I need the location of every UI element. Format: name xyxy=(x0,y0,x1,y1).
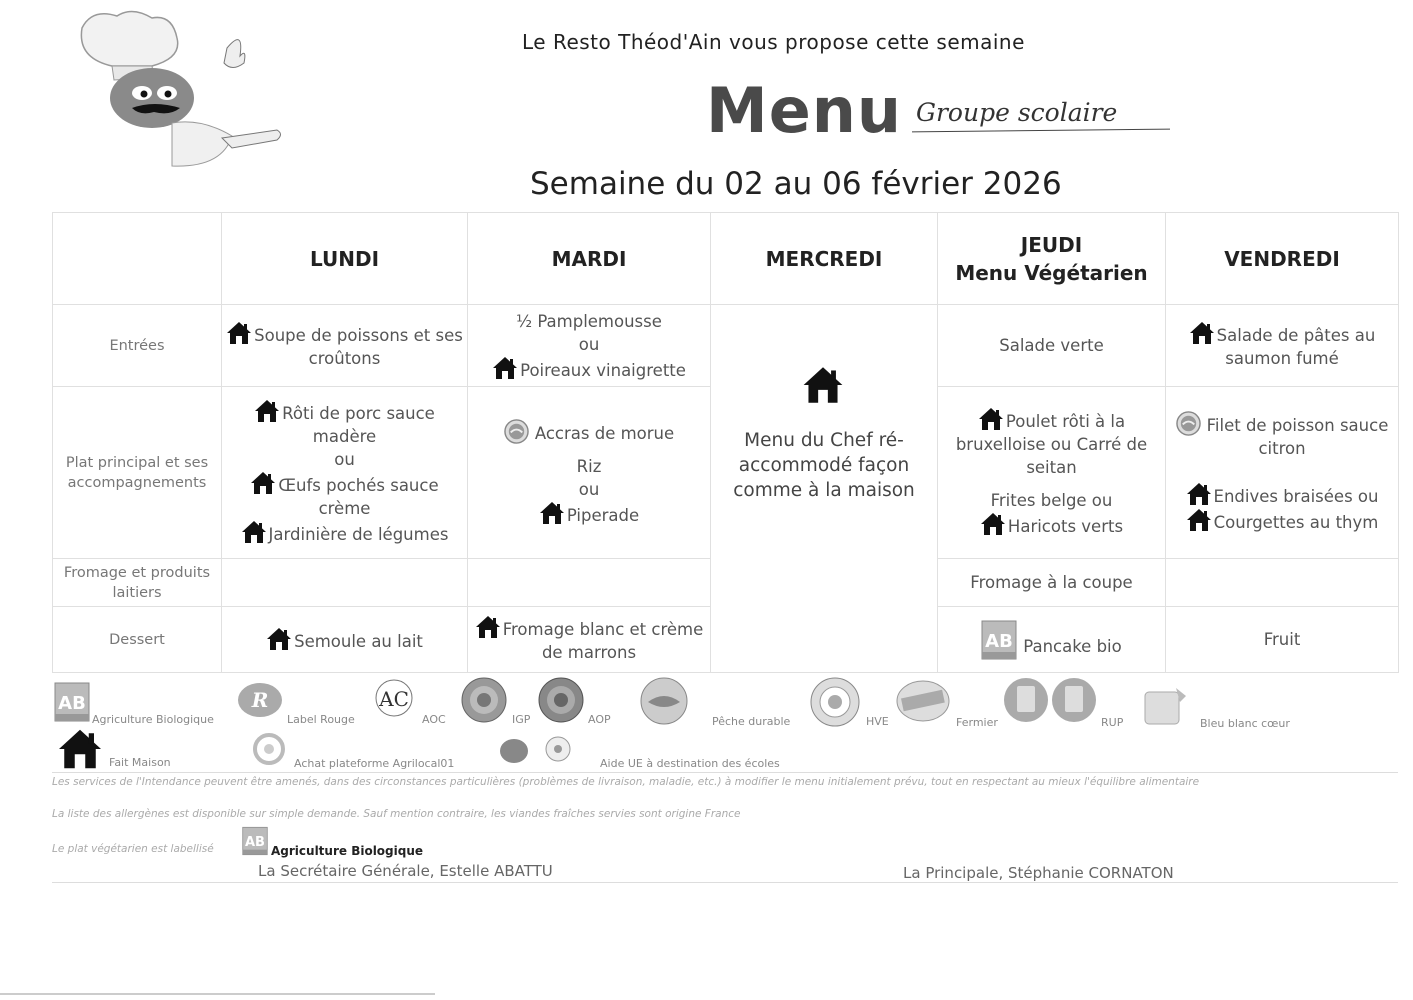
legend-agrilocal: Achat plateforme Agrilocal01 xyxy=(294,757,455,770)
row-label-fromage: Fromage et produits laitiers xyxy=(53,559,222,607)
ab-logo xyxy=(981,620,1017,660)
fait-maison-icon xyxy=(1186,482,1212,506)
signature-secretaire: La Secrétaire Générale, Estelle ABATTU xyxy=(258,862,553,880)
divider xyxy=(52,882,1398,883)
hve-icon xyxy=(808,676,862,728)
fait-maison-icon xyxy=(492,356,518,380)
row-label-entrees: Entrées xyxy=(53,305,222,387)
fait-maison-icon xyxy=(1186,508,1212,532)
or-text: ou xyxy=(578,479,600,499)
dish-text: Accras de morue xyxy=(534,423,675,443)
note-bio-label: Agriculture Biologique xyxy=(271,844,424,858)
cell-lundi-dessert xyxy=(222,607,468,673)
legend-hve: HVE xyxy=(866,715,889,728)
cell-vendredi-dessert: Fruit xyxy=(1166,607,1399,673)
legend-aop: AOP xyxy=(588,713,611,726)
dish-text: Salade de pâtes au saumon fumé xyxy=(1216,326,1376,368)
dish-text: Haricots verts xyxy=(1007,517,1124,536)
note-vegetarien: Le plat végétarien est labellisé xyxy=(52,843,214,855)
fermier-icon xyxy=(894,678,952,724)
peche-durable-icon xyxy=(1176,411,1201,436)
note-intendance: Les services de l'Intendance peuvent être amenés, dans des circonstances particulières (problèmes de livraison, maladie, etc.) à modifier le menu initialement prévu, tout en respectant au mieux l'équilibre alimentaire xyxy=(52,776,1200,788)
fait-maison-icon xyxy=(978,407,1004,431)
fait-maison-icon xyxy=(802,365,844,405)
handwritten-note: Groupe scolaire xyxy=(916,98,1118,127)
table-header-row xyxy=(53,213,1399,305)
cell-vendredi-fromage xyxy=(1166,559,1399,607)
ab-logo xyxy=(54,682,90,722)
legend-fait-maison: Fait Maison xyxy=(109,756,171,769)
cell-lundi-entree xyxy=(222,305,468,387)
label-rouge-icon xyxy=(236,680,284,720)
cell-jeudi-entree: Salade verte xyxy=(938,305,1166,387)
cell-mardi-fromage xyxy=(468,559,711,607)
bleu-blanc-coeur-icon xyxy=(1142,684,1190,728)
cell-vendredi-plat xyxy=(1166,387,1399,559)
igp-icon xyxy=(460,676,508,724)
fait-maison-icon xyxy=(254,399,280,423)
week-subtitle: Semaine du 02 au 06 février 2026 xyxy=(530,166,1062,202)
peche-durable-logo xyxy=(638,676,690,726)
aide-ue-icon xyxy=(496,733,586,767)
dish-text: Œufs pochés sauce crème xyxy=(278,476,439,518)
day-header-lundi: LUNDI xyxy=(222,213,468,305)
ab-logo xyxy=(242,826,268,856)
agrilocal-icon xyxy=(252,732,286,766)
dish-text: Filet de poisson sauce citron xyxy=(1206,416,1389,458)
divider xyxy=(52,772,1398,773)
cell-lundi-fromage xyxy=(222,559,468,607)
corner-cell xyxy=(53,213,222,305)
rup-icon xyxy=(1002,676,1098,724)
cell-vendredi-entree xyxy=(1166,305,1399,387)
row-label-plat: Plat principal et ses accompagnements xyxy=(53,387,222,559)
legend-peche: Pêche durable xyxy=(712,715,791,728)
legend-igp: IGP xyxy=(512,713,531,726)
cell-mardi-entree xyxy=(468,305,711,387)
dish-text: Pancake bio xyxy=(1023,636,1122,656)
day-header-jeudi-label: JEUDI xyxy=(1020,232,1083,257)
intro-text: Le Resto Théod'Ain vous propose cette semaine xyxy=(522,30,1025,54)
divider xyxy=(0,993,435,995)
handwritten-underline xyxy=(912,129,1170,133)
note-allergenes: La liste des allergènes est disponible sur simple demande. Sauf mention contraire, les viandes fraîches servies sont origine France xyxy=(52,808,741,820)
fait-maison-icon xyxy=(250,471,276,495)
day-header-mercredi: MERCREDI xyxy=(711,213,938,305)
fait-maison-icon xyxy=(539,501,565,525)
menu-table xyxy=(52,212,1399,673)
dish-text: Poireaux vinaigrette xyxy=(520,360,686,380)
cell-lundi-plat xyxy=(222,387,468,559)
fait-maison-icon xyxy=(54,728,106,770)
fait-maison-icon xyxy=(241,520,267,544)
cell-mardi-dessert xyxy=(468,607,711,673)
aop-icon xyxy=(537,676,585,724)
dish-text: Jardinière de légumes xyxy=(268,525,449,544)
table-row xyxy=(53,305,1399,387)
cell-jeudi-plat xyxy=(938,387,1166,559)
vegetarian-label: Menu Végétarien xyxy=(955,260,1148,285)
legend-rup: RUP xyxy=(1101,716,1124,729)
row-label-dessert: Dessert xyxy=(53,607,222,673)
svg-text:AC: AC xyxy=(379,687,409,711)
page-title: Menu xyxy=(706,74,903,147)
legend-label-rouge: Label Rouge xyxy=(287,713,355,726)
dish-text: Rôti de porc sauce madère xyxy=(282,404,435,446)
dish-text: Riz xyxy=(576,456,602,476)
fait-maison-icon xyxy=(475,615,501,639)
day-header-mardi: MARDI xyxy=(468,213,711,305)
fait-maison-icon xyxy=(980,512,1006,536)
chef-illustration xyxy=(72,8,297,168)
chef-menu-text: Menu du Chef ré-accommodé façon comme à la maison xyxy=(733,429,915,501)
dish-text: Soupe de poissons et ses croûtons xyxy=(254,326,463,368)
or-text: ou xyxy=(334,450,355,469)
dish-text: Poulet rôti à la bruxelloise ou Carré de seitan xyxy=(955,412,1148,477)
signature-principale: La Principale, Stéphanie CORNATON xyxy=(903,864,1174,882)
or-text: ou xyxy=(578,334,600,354)
day-header-vendredi: VENDREDI xyxy=(1166,213,1399,305)
dish-text: Endives braisées ou xyxy=(1213,487,1379,506)
dish-text: Fromage blanc et crème de marrons xyxy=(502,620,704,662)
cell-jeudi-fromage: Fromage à la coupe xyxy=(938,559,1166,607)
aoc-icon xyxy=(372,678,418,722)
fait-maison-icon xyxy=(266,627,292,651)
dish-text: Frites belge ou xyxy=(990,491,1113,510)
cell-jeudi-dessert xyxy=(938,607,1166,673)
cell-mardi-plat xyxy=(468,387,711,559)
legend-bleu-blanc-coeur: Bleu blanc cœur xyxy=(1200,717,1290,730)
fait-maison-icon xyxy=(1189,321,1215,345)
dish-text: Semoule au lait xyxy=(294,631,423,651)
dish-text: ½ Pamplemousse xyxy=(516,311,662,331)
cell-mercredi xyxy=(711,305,938,673)
peche-durable-icon xyxy=(504,419,529,444)
legend-aoc: AOC xyxy=(422,713,446,726)
fait-maison-icon xyxy=(226,321,252,345)
dish-text: Courgettes au thym xyxy=(1213,513,1379,532)
legend-fermier: Fermier xyxy=(956,716,998,729)
day-header-jeudi xyxy=(938,213,1166,305)
legend-bio: Agriculture Biologique xyxy=(92,713,214,726)
legend-aide-ue: Aide UE à destination des écoles xyxy=(600,757,780,770)
dish-text: Piperade xyxy=(566,505,640,525)
svg-text:R: R xyxy=(251,688,269,712)
